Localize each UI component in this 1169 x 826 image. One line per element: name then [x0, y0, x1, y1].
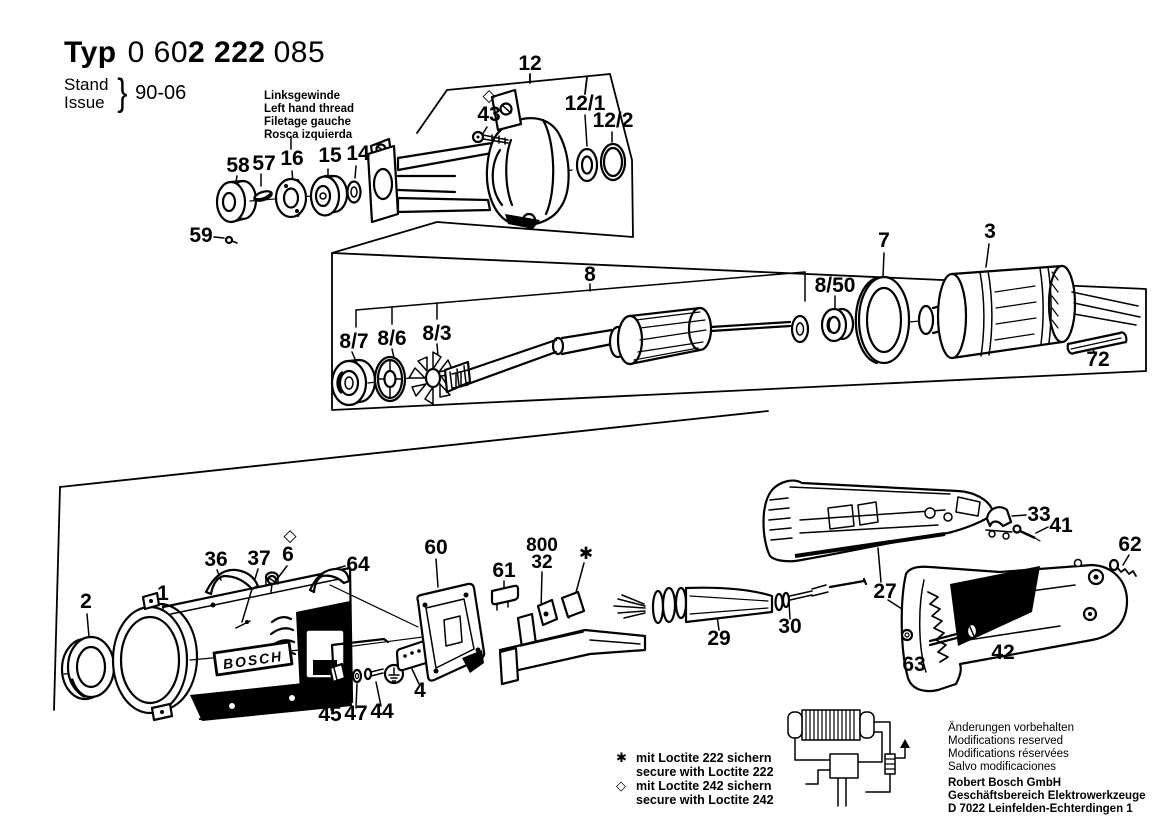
part-label-62: 62: [1118, 533, 1142, 556]
part-label-8: 8: [584, 263, 596, 286]
part-label-59: 59: [189, 224, 213, 247]
part-label-3: 3: [984, 220, 996, 243]
issue-label: Issue: [64, 92, 105, 112]
part-label-800: 800: [526, 535, 558, 556]
footer-notes: [948, 722, 1146, 816]
part-label-72: 72: [1086, 348, 1110, 371]
legend-text: mit Loctite 242 sichern: [636, 779, 772, 793]
left-hand-thread-note: [264, 90, 354, 142]
part-label-44: 44: [370, 700, 394, 723]
part-label-32: 32: [531, 552, 553, 573]
part-label-58: 58: [226, 154, 250, 177]
part-label-42: 42: [991, 641, 1015, 664]
part8-bracket: [356, 272, 805, 327]
part-label-33: 33: [1027, 503, 1051, 526]
part-label-60: 60: [424, 536, 448, 559]
thread-note-line: Linksgewinde: [264, 90, 341, 102]
loctite-diamond-icon-43: ◇: [482, 86, 496, 106]
armature-shaft-assembly: [332, 266, 1140, 405]
part-label-8-50: 8/50: [814, 274, 856, 297]
part-label-16: 16: [280, 147, 304, 170]
loctite-diamond-icon-6: ◇: [283, 526, 297, 546]
part-label-63: 63: [902, 653, 926, 676]
part-label-43: 43: [477, 103, 501, 126]
part-label-30: 30: [778, 615, 802, 638]
modification-notice: Änderungen vorbehalten: [948, 722, 1074, 734]
part-label-57: 57: [252, 152, 276, 175]
diamond-icon: ◇: [616, 779, 626, 794]
part-label-47: 47: [344, 702, 368, 725]
thread-note-line: Filetage gauche: [264, 116, 351, 128]
modification-notice: Modifications réservées: [948, 748, 1069, 760]
typ-number-prefix: 0 60: [127, 36, 188, 69]
modification-notice: Salvo modificaciones: [948, 761, 1057, 773]
typ-number-bold: 2 222: [188, 36, 266, 69]
part-label-8-7: 8/7: [339, 330, 369, 353]
part-label-29: 29: [707, 627, 731, 650]
legend-text: secure with Loctite 242: [636, 792, 774, 807]
modification-notice: Modifications reserved: [948, 735, 1064, 747]
issue-value: 90-06: [135, 82, 187, 104]
legend-text: secure with Loctite 222: [636, 764, 774, 779]
part-label-15: 15: [318, 144, 342, 167]
part-label-37: 37: [247, 547, 271, 570]
issue-block: [64, 72, 186, 115]
part-label-36: 36: [204, 548, 228, 571]
company-division: Geschäftsbereich Elektrowerkzeuge: [948, 790, 1146, 802]
part-label-4: 4: [414, 679, 426, 702]
thread-note-line: Left hand thread: [264, 103, 355, 115]
part-label-27: 27: [873, 580, 897, 603]
part-label-6: 6: [282, 543, 294, 566]
part-label-61: 61: [492, 559, 516, 582]
part-label-2: 2: [80, 590, 92, 613]
loctite-star-icon-32: ✱: [578, 544, 594, 564]
thread-note-line: Rosca izquierda: [264, 129, 353, 141]
wiring-diagram: [788, 710, 910, 806]
part-label-8-6: 8/6: [377, 327, 407, 350]
legend-row-loctite-222: [616, 752, 774, 779]
part-label-8-3: 8/3: [422, 322, 452, 345]
type-number-title: [64, 36, 325, 70]
part-label-12-2: 12/2: [592, 109, 634, 132]
company-name: Robert Bosch GmbH: [948, 777, 1062, 789]
star-icon: ✱: [616, 751, 627, 766]
company-address: D 7022 Leinfelden-Echterdingen 1: [948, 803, 1133, 815]
part-label-7: 7: [878, 229, 890, 252]
bosch-logo: BOSCH: [221, 647, 285, 673]
motor-housing-assembly: [62, 481, 1136, 721]
stand-label: Stand: [64, 74, 109, 94]
part-label-12: 12: [518, 52, 542, 75]
legend-row-loctite-242: [616, 780, 774, 807]
part-label-64: 64: [346, 553, 370, 576]
typ-number-suffix: 085: [273, 36, 326, 69]
part-label-14: 14: [346, 142, 370, 165]
brace-glyph: }: [117, 72, 128, 114]
part-label-45: 45: [318, 703, 342, 726]
part-label-1: 1: [157, 582, 169, 605]
part-label-41: 41: [1049, 514, 1073, 537]
typ-label: Typ: [64, 36, 117, 69]
loctite-legend: [616, 752, 774, 808]
part-label-12-1: 12/1: [564, 92, 606, 115]
legend-text: mit Loctite 222 sichern: [636, 751, 772, 765]
